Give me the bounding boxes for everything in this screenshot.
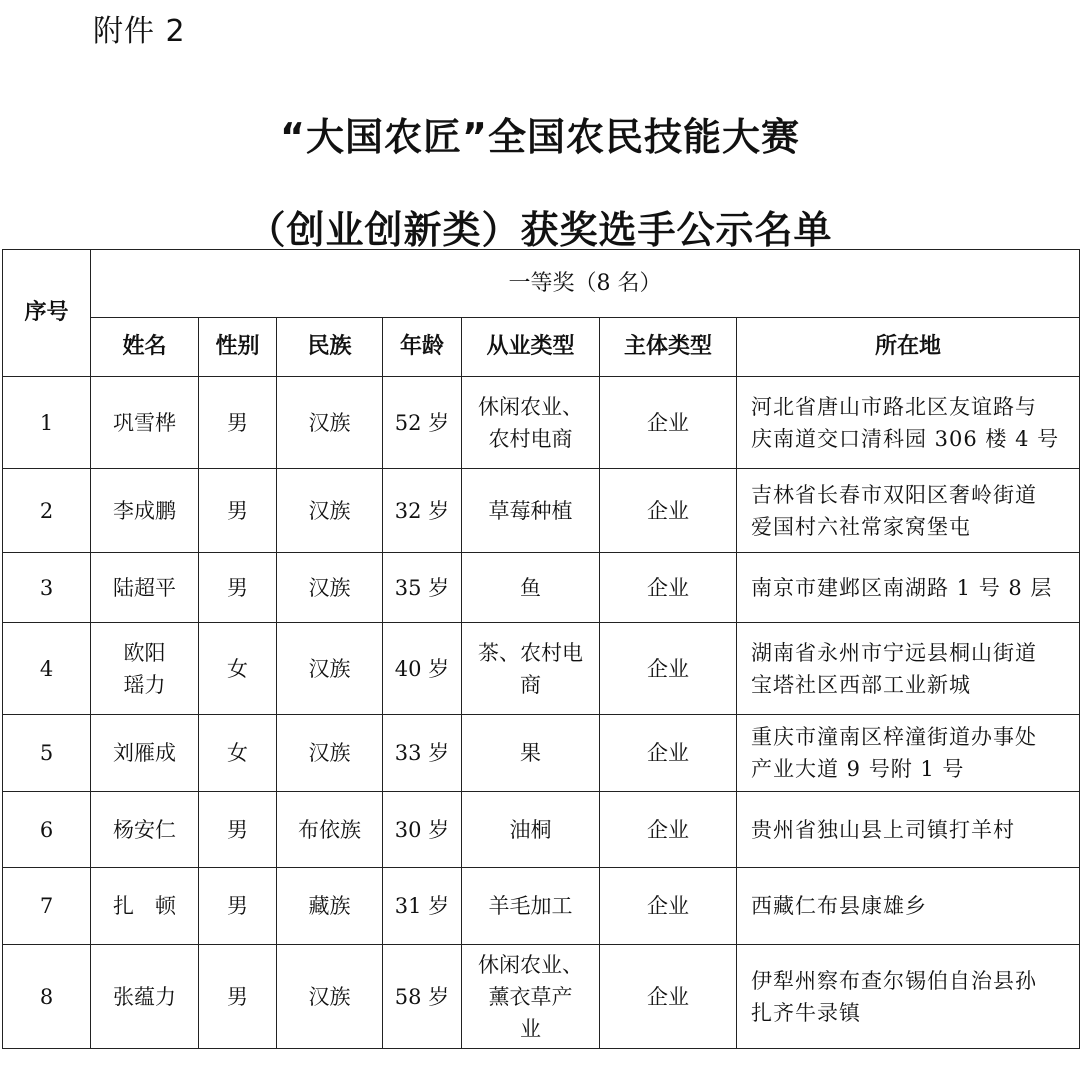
cell-location: 贵州省独山县上司镇打羊村 — [737, 792, 1080, 868]
cell-name: 欧阳 瑶力 — [91, 623, 199, 715]
cell-age: 40 岁 — [383, 623, 462, 715]
cell-age: 35 岁 — [383, 553, 462, 623]
cell-gender: 女 — [199, 715, 277, 792]
prize-header-row — [3, 250, 1080, 318]
cell-entity: 企业 — [600, 623, 737, 715]
cell-entity: 企业 — [600, 715, 737, 792]
column-header-row — [3, 318, 1080, 377]
cell-entity: 企业 — [600, 868, 737, 945]
cell-entity: 企业 — [600, 469, 737, 553]
cell-ethnicity: 汉族 — [277, 553, 383, 623]
cell-industry: 休闲农业、 农村电商 — [462, 377, 600, 469]
cell-ethnicity: 汉族 — [277, 623, 383, 715]
cell-index: 8 — [3, 945, 91, 1049]
cell-industry: 油桐 — [462, 792, 600, 868]
cell-location: 河北省唐山市路北区友谊路与 庆南道交口清科园 306 楼 4 号 — [737, 377, 1080, 469]
cell-industry: 果 — [462, 715, 600, 792]
column-header-ethnicity: 民族 — [277, 318, 383, 377]
column-header-gender: 性别 — [199, 318, 277, 377]
cell-location: 西藏仁布县康雄乡 — [737, 868, 1080, 945]
cell-name: 扎 顿 — [91, 868, 199, 945]
cell-industry: 休闲农业、 薰衣草产 业 — [462, 945, 600, 1049]
cell-name: 巩雪桦 — [91, 377, 199, 469]
cell-age: 30 岁 — [383, 792, 462, 868]
cell-entity: 企业 — [600, 377, 737, 469]
cell-age: 33 岁 — [383, 715, 462, 792]
cell-ethnicity: 汉族 — [277, 945, 383, 1049]
cell-entity: 企业 — [600, 792, 737, 868]
cell-ethnicity: 汉族 — [277, 377, 383, 469]
cell-name: 陆超平 — [91, 553, 199, 623]
cell-gender: 男 — [199, 868, 277, 945]
cell-gender: 女 — [199, 623, 277, 715]
cell-gender: 男 — [199, 792, 277, 868]
cell-index: 6 — [3, 792, 91, 868]
cell-age: 58 岁 — [383, 945, 462, 1049]
table-row — [3, 623, 1080, 715]
cell-entity: 企业 — [600, 553, 737, 623]
column-header-age: 年龄 — [383, 318, 462, 377]
cell-ethnicity: 汉族 — [277, 715, 383, 792]
cell-location: 重庆市潼南区梓潼街道办事处 产业大道 9 号附 1 号 — [737, 715, 1080, 792]
cell-age: 52 岁 — [383, 377, 462, 469]
cell-industry: 羊毛加工 — [462, 868, 600, 945]
cell-industry: 茶、农村电 商 — [462, 623, 600, 715]
cell-ethnicity: 布依族 — [277, 792, 383, 868]
column-header-entity: 主体类型 — [600, 318, 737, 377]
cell-index: 3 — [3, 553, 91, 623]
table-row — [3, 553, 1080, 623]
cell-location: 湖南省永州市宁远县桐山街道 宝塔社区西部工业新城 — [737, 623, 1080, 715]
cell-age: 31 岁 — [383, 868, 462, 945]
column-header-location: 所在地 — [737, 318, 1080, 377]
cell-index: 4 — [3, 623, 91, 715]
cell-name: 刘雁成 — [91, 715, 199, 792]
document-title-line1: “大国农匠”全国农民技能大赛 — [280, 115, 800, 159]
index-header: 序号 — [3, 250, 91, 377]
cell-entity: 企业 — [600, 945, 737, 1049]
cell-location: 伊犁州察布查尔锡伯自治县孙 扎齐牛录镇 — [737, 945, 1080, 1049]
cell-location: 南京市建邺区南湖路 1 号 8 层 — [737, 553, 1080, 623]
cell-name: 杨安仁 — [91, 792, 199, 868]
table-row — [3, 715, 1080, 792]
table-row — [3, 469, 1080, 553]
column-header-name: 姓名 — [91, 318, 199, 377]
cell-gender: 男 — [199, 945, 277, 1049]
cell-gender: 男 — [199, 469, 277, 553]
prize-header: 一等奖（8 名） — [91, 250, 1080, 318]
cell-industry: 鱼 — [462, 553, 600, 623]
cell-index: 5 — [3, 715, 91, 792]
table-row — [3, 868, 1080, 945]
cell-name: 张蕴力 — [91, 945, 199, 1049]
cell-location: 吉林省长春市双阳区奢岭街道 爱国村六社常家窝堡屯 — [737, 469, 1080, 553]
column-header-industry: 从业类型 — [462, 318, 600, 377]
table-row — [3, 792, 1080, 868]
cell-gender: 男 — [199, 553, 277, 623]
cell-age: 32 岁 — [383, 469, 462, 553]
cell-index: 2 — [3, 469, 91, 553]
cell-index: 1 — [3, 377, 91, 469]
table-body — [3, 377, 1080, 1049]
cell-industry: 草莓种植 — [462, 469, 600, 553]
cell-name: 李成鹏 — [91, 469, 199, 553]
awardee-table — [2, 249, 1080, 1049]
table-row — [3, 945, 1080, 1049]
attachment-label: 附件 2 — [93, 14, 186, 49]
table-row — [3, 377, 1080, 469]
cell-ethnicity: 汉族 — [277, 469, 383, 553]
cell-gender: 男 — [199, 377, 277, 469]
cell-ethnicity: 藏族 — [277, 868, 383, 945]
document-title-line2: （创业创新类）获奖选手公示名单 — [247, 208, 833, 252]
cell-index: 7 — [3, 868, 91, 945]
